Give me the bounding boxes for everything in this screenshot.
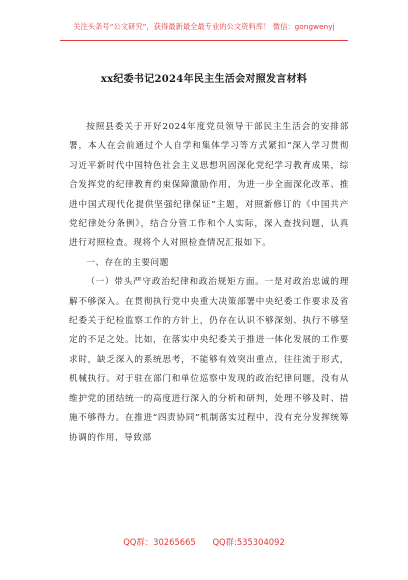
document-body [69, 118, 349, 448]
footer-qq-group-1: QQ群：30265665 [123, 537, 196, 547]
body-paragraph-political-discipline: （一）带头严守政治纪律和政治规矩方面。一是对政治忠诚的理解不够深入。在贯彻执行党中央重大决策部署中央纪委工作要求及省纪委关于纪检监察工作的方针上，仍存在认识不够深刻、执行不够坚定的不足之处。比如，在落实中央纪委关于推进一体化发展的工作要求时，缺乏深入的系统思考，不能够有效突出重点，往往流于形式，机械执行。对于驻在部门和单位巡察中发现的政治纪律问题，没有从维护党的团结统一的高度进行深入的分析和研判，处理不够及时、措施不够得力。在推进“四责协同”机制落实过程中，没有充分发挥统筹协调的作用，导致部 [69, 277, 349, 443]
header-divider [60, 40, 348, 41]
footer-contact [0, 536, 408, 548]
footer-qq-group-2: QQ群:535304092 [212, 537, 285, 547]
body-paragraph-intro: 按照县委关于开好2024年度党员领导干部民主生活会的安排部署，本人在会前通过个人自学和集体学习等方式紧扣“深入学习贯彻习近平新时代中国特色社会主义思想巩固深化党纪学习教育成果，综合发挥党的纪律教育约束保障激励作用，为进一步全面深化改革、推进中国式现代化提供坚强纪律保证”主题，对照新修订的《中国共产党纪律处分条例》，结合分管工作和个人实际，深入查找问题，认真进行对照检查。现将个人对照检查情况汇报如下。 [69, 122, 349, 249]
header-notice: 关注头条号“公文研究”，获得最新最全最专业的公文资料库！ 微信：gongwenyj [73, 22, 335, 31]
document-title: xx纪委书记2024年民主生活会对照发言材料 [100, 74, 308, 85]
section-heading-problems: 一、存在的主要问题 [86, 257, 169, 268]
